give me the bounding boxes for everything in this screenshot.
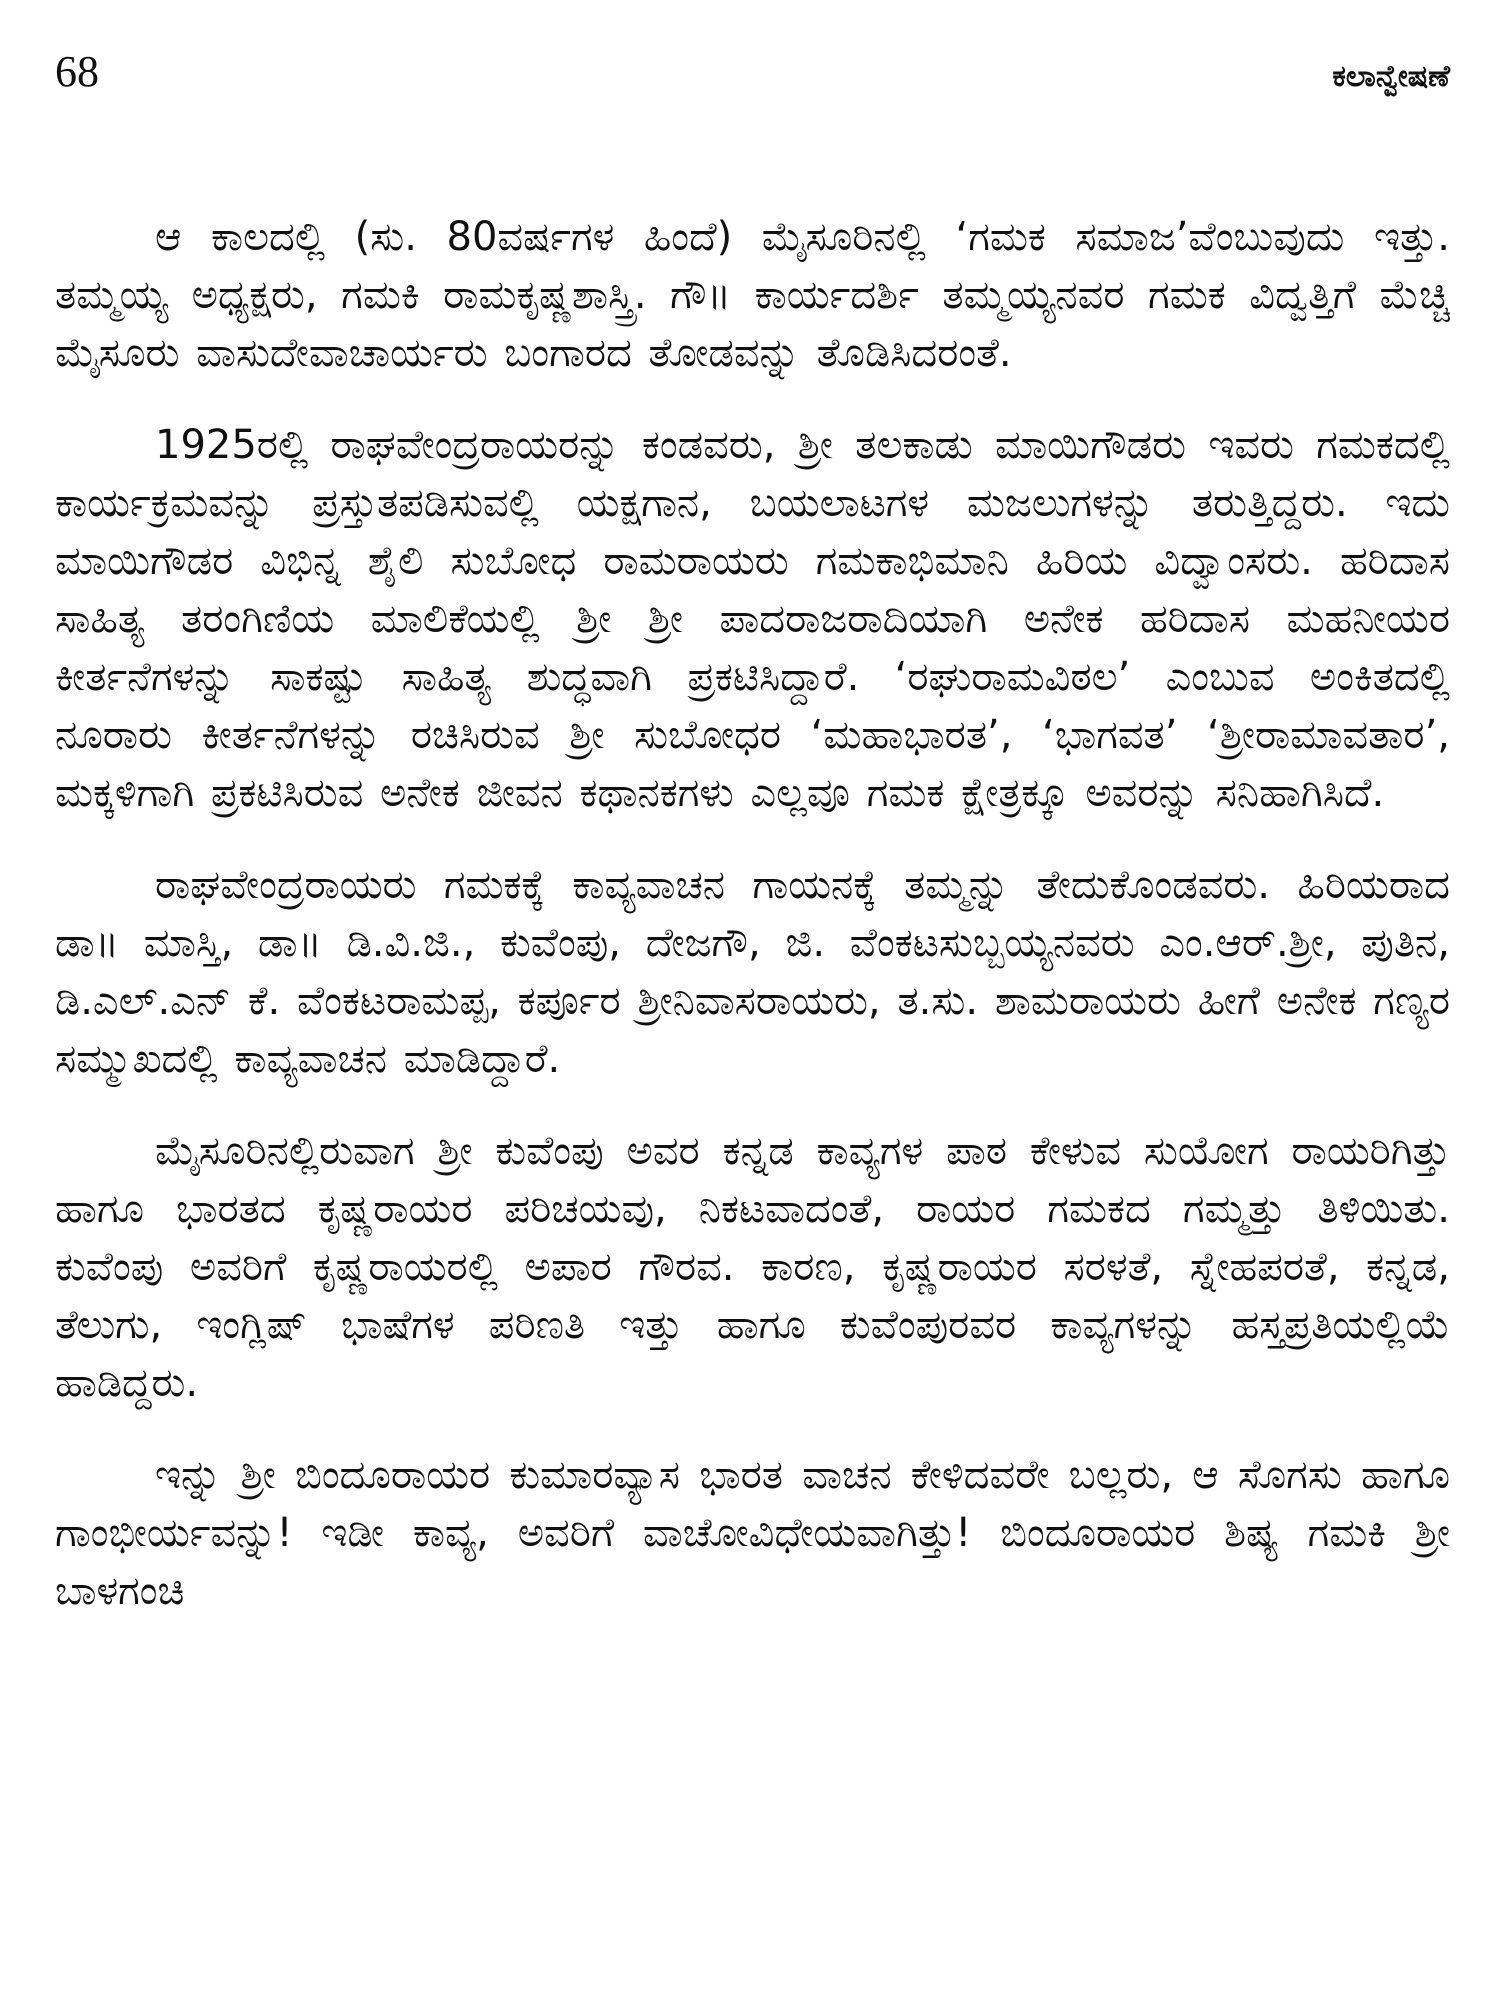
paragraph-1925: 1925ರಲ್ಲಿ ರಾಘವೇಂದ್ರರಾಯರನ್ನು ಕಂಡವರು, ಶ್ರೀ ತಲಕಾಡು ಮಾಯಿಗೌಡರು ಇವರು ಗಮಕದಲ್ಲಿ ಕಾರ್ಯಕ್ರಮವನ್ನು ಪ್ರಸ್ತುತಪಡಿಸುವಲ್ಲಿ ಯಕ್ಷಗಾನ, ಬಯಲಾಟಗಳ ಮಜಲುಗಳನ್ನು ತರುತ್ತಿದ್ದರು. ಇದು ಮಾಯಿಗೌಡರ ವಿಭಿನ್ನ ಶೈಲಿ ಸುಬೋಧ ರಾಮರಾಯರು ಗಮಕಾಭಿಮಾನಿ ಹಿರಿಯ ವಿದ್ವಾಂಸರು. ಹರಿದಾಸ ಸಾಹಿತ್ಯ ತರಂಗಿಣಿಯ ಮಾಲಿಕೆಯಲ್ಲಿ ಶ್ರೀ ಶ್ರೀ ಪಾದರಾಜರಾದಿಯಾಗಿ ಅನೇಕ ಹರಿದಾಸ ಮಹನೀಯರ ಕೀರ್ತನೆಗಳನ್ನು ಸಾಕಷ್ಟು ಸಾಹಿತ್ಯ ಶುದ್ಧವಾಗಿ ಪ್ರಕಟಿಸಿದ್ದಾರೆ. ‘ರಘುರಾಮವಿಠಲ’ ಎಂಬುವ ಅಂಕಿತದಲ್ಲಿ ನೂರಾರು ಕೀರ್ತನೆಗಳನ್ನು ರಚಿಸಿರುವ ಶ್ರೀ ಸುಬೋಧರ ‘ಮಹಾಭಾರತ’, ‘ಭಾಗವತ’ ‘ಶ್ರೀರಾಮಾವತಾರ’, ಮಕ್ಕಳಿಗಾಗಿ ಪ್ರಕಟಿಸಿರುವ ಅನೇಕ ಜೀವನ ಕಥಾನಕಗಳು ಎಲ್ಲವೂ ಗಮಕ ಕ್ಷೇತ್ರಕ್ಕೂ ಅವರನ್ನು ಸನಿಹಾಗಿಸಿದೆ.: [55, 422, 1450, 816]
page-number: 68: [55, 47, 99, 96]
body-text: [55, 208, 1450, 1620]
paragraph-kuvempu: ಮೈಸೂರಿನಲ್ಲಿರುವಾಗ ಶ್ರೀ ಕುವೆಂಪು ಅವರ ಕನ್ನಡ ಕಾವ್ಯಗಳ ಪಾಠ ಕೇಳುವ ಸುಯೋಗ ರಾಯರಿಗಿತ್ತು ಹಾಗೂ ಭಾರತದ ಕೃಷ್ಣರಾಯರ ಪರಿಚಯವು, ನಿಕಟವಾದಂತೆ, ರಾಯರ ಗಮಕದ ಗಮ್ಮತ್ತು ತಿಳಿಯಿತು. ಕುವೆಂಪು ಅವರಿಗೆ ಕೃಷ್ಣರಾಯರಲ್ಲಿ ಅಪಾರ ಗೌರವ. ಕಾರಣ, ಕೃಷ್ಣರಾಯರ ಸರಳತೆ, ಸ್ನೇಹಪರತೆ, ಕನ್ನಡ, ತೆಲುಗು, ಇಂಗ್ಲಿಷ್ ಭಾಷೆಗಳ ಪರಿಣತಿ ಇತ್ತು ಹಾಗೂ ಕುವೆಂಪುರವರ ಕಾವ್ಯಗಳನ್ನು ಹಸ್ತಪ್ರತಿಯಲ್ಲಿಯೆ ಹಾಡಿದ್ದರು.: [55, 1128, 1450, 1406]
paragraph-bindurayaru: ಇನ್ನು ಶ್ರೀ ಬಿಂದೂರಾಯರ ಕುಮಾರವ್ಯಾಸ ಭಾರತ ವಾಚನ ಕೇಳಿದವರೇ ಬಲ್ಲರು, ಆ ಸೊಗಸು ಹಾಗೂ ಗಾಂಭೀರ್ಯವನ್ನು! ಇಡೀ ಕಾವ್ಯ, ಅವರಿಗೆ ವಾಚೋವಿಧೇಯವಾಗಿತ್ತು! ಬಿಂದೂರಾಯರ ಶಿಷ್ಯ ಗಮಕಿ ಶ್ರೀ ಬಾಳಗಂಚಿ: [55, 1452, 1450, 1614]
paragraph-gamaka-samaja: ಆ ಕಾಲದಲ್ಲಿ (ಸು. 80ವರ್ಷಗಳ ಹಿಂದೆ) ಮೈಸೂರಿನಲ್ಲಿ ‘ಗಮಕ ಸಮಾಜ’ವೆಂಬುವುದು ಇತ್ತು. ತಮ್ಮಯ್ಯ ಅಧ್ಯಕ್ಷರು, ಗಮಕಿ ರಾಮಕೃಷ್ಣಶಾಸ್ತ್ರಿ. ಗೌ॥ ಕಾರ್ಯದರ್ಶಿ ತಮ್ಮಯ್ಯನವರ ಗಮಕ ವಿದ್ವತ್ತಿಗೆ ಮೆಚ್ಚಿ ಮೈಸೂರು ವಾಸುದೇವಾಚಾರ್ಯರು ಬಂಗಾರದ ತೋಡವನ್ನು ತೊಡಿಸಿದರಂತೆ.: [55, 214, 1450, 376]
page-header: [55, 47, 1450, 130]
running-title: ಕಲಾನ್ವೇಷಣೆ: [1332, 59, 1450, 94]
paragraph-kavyavachana: ರಾಘವೇಂದ್ರರಾಯರು ಗಮಕಕ್ಕೆ ಕಾವ್ಯವಾಚನ ಗಾಯನಕ್ಕೆ ತಮ್ಮನ್ನು ತೇದುಕೊಂಡವರು. ಹಿರಿಯರಾದ ಡಾ॥ ಮಾಸ್ತಿ, ಡಾ॥ ಡಿ.ವಿ.ಜಿ., ಕುವೆಂಪು, ದೇಜಗೌ, ಜಿ. ವೆಂಕಟಸುಬ್ಬಯ್ಯನವರು ಎಂ.ಆರ್.ಶ್ರೀ, ಪುತಿನ, ಡಿ.ಎಲ್.ಎನ್ ಕೆ. ವೆಂಕಟರಾಮಪ್ಪ, ಕರ್ಪೂರ ಶ್ರೀನಿವಾಸರಾಯರು, ತ.ಸು. ಶಾಮರಾಯರು ಹೀಗೆ ಅನೇಕ ಗಣ್ಯರ ಸಮ್ಮುಖದಲ್ಲಿ ಕಾವ್ಯವಾಚನ ಮಾಡಿದ್ದಾರೆ.: [55, 862, 1450, 1082]
